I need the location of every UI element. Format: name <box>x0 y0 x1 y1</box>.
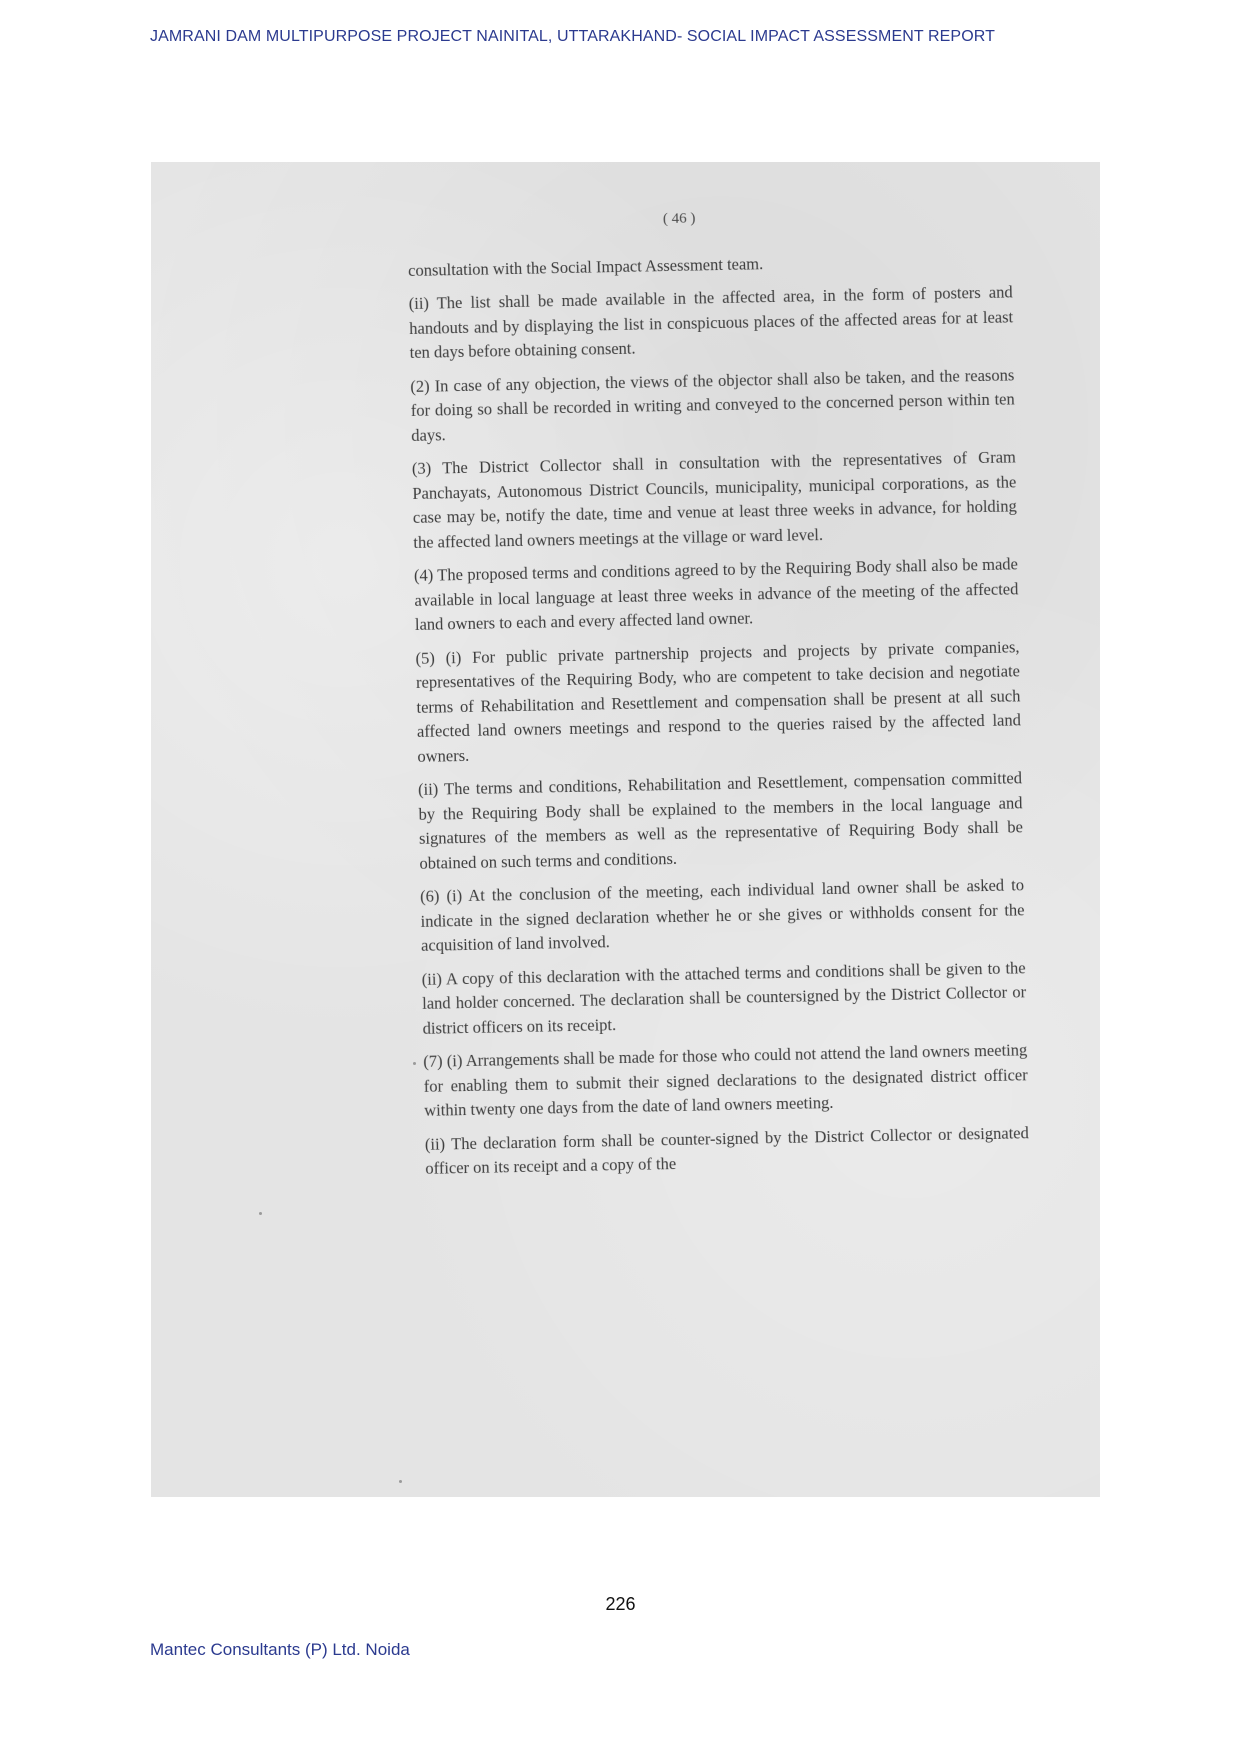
scan-speck <box>259 1212 262 1215</box>
scan-paragraph: consultation with the Social Impact Assessment team. <box>407 253 764 280</box>
scan-paragraph: (7) (i) Arrangements shall be made for those who could not attend the land owners meeting for enabling them to submit their signed declarations to the designated district officer within twenty one days from the date of land owners meeting. <box>423 1040 1028 1120</box>
scan-paragraph: (ii) A copy of this declaration with the attached terms and conditions shall be given to the land holder concerned. The declaration shall be countersigned by the District Collector or district officers on its receipt. <box>421 957 1027 1038</box>
scan-speck <box>413 1062 416 1065</box>
scan-paragraph: (ii) The list shall be made available in the affected area, in the form of posters and handouts and by displaying the list in conspicuous places of the affected areas for at least ten days before obtaining consent. <box>408 282 1014 362</box>
scanned-document-image <box>151 162 1100 1497</box>
report-header-title: JAMRANI DAM MULTIPURPOSE PROJECT NAINITAL, UTTARAKHAND- SOCIAL IMPACT ASSESSMENT REPORT <box>150 28 995 45</box>
scan-paragraph: (ii) The declaration form shall be counter-signed by the District Collector or designated officer on its receipt and a copy of the <box>424 1122 1029 1178</box>
footer-company: Mantec Consultants (P) Ltd. Noida <box>150 1640 410 1659</box>
page-number: 226 <box>605 1594 636 1614</box>
scan-speck <box>399 1480 402 1483</box>
scanned-page-text <box>407 200 1030 1190</box>
scan-paragraph: (2) In case of any objection, the views of the objector shall also be taken, and the reasons for doing so shall be recorded in writing and conveyed to the concerned person within ten days. <box>410 364 1015 445</box>
scan-paragraph: (3) The District Collector shall in consultation with the representatives of Gram Panchayats, Autonomous District Councils, municipality, municipal corporations, as the case may be, notify the date, time and venue at least three weeks in advance, for holding the affected land owners meetings at the village or ward level. <box>411 447 1017 552</box>
scan-paragraph: (ii) The terms and conditions, Rehabilitation and Resettlement, compensation committed by the Requiring Body shall be explained to the members in the local language and signatures of the members as well as the representative of Requiring Body shall be obtained on such terms and conditions. <box>417 768 1024 873</box>
scan-paragraph: (5) (i) For public private partnership projects and projects by private companies, representatives of the Requiring Body, who are competent to take decision and negotiate terms of Rehabilitation and Resettlement and compensation shall be present at all such affected land owners meetings and respond to the queries raised by the affected land owners. <box>415 636 1022 766</box>
scan-paragraph: (4) The proposed terms and conditions agreed to by the Requiring Body shall also be made available in local language at least three weeks in advance of the meeting of the affected land owners to each and every affected land owner. <box>413 554 1019 634</box>
scanned-page-number: ( 46 ) <box>662 210 696 228</box>
scan-paragraph: (6) (i) At the conclusion of the meeting, each individual land owner shall be asked to indicate in the signed declaration whether he or she gives or withholds consent for the acquisition of land involved. <box>419 875 1025 955</box>
